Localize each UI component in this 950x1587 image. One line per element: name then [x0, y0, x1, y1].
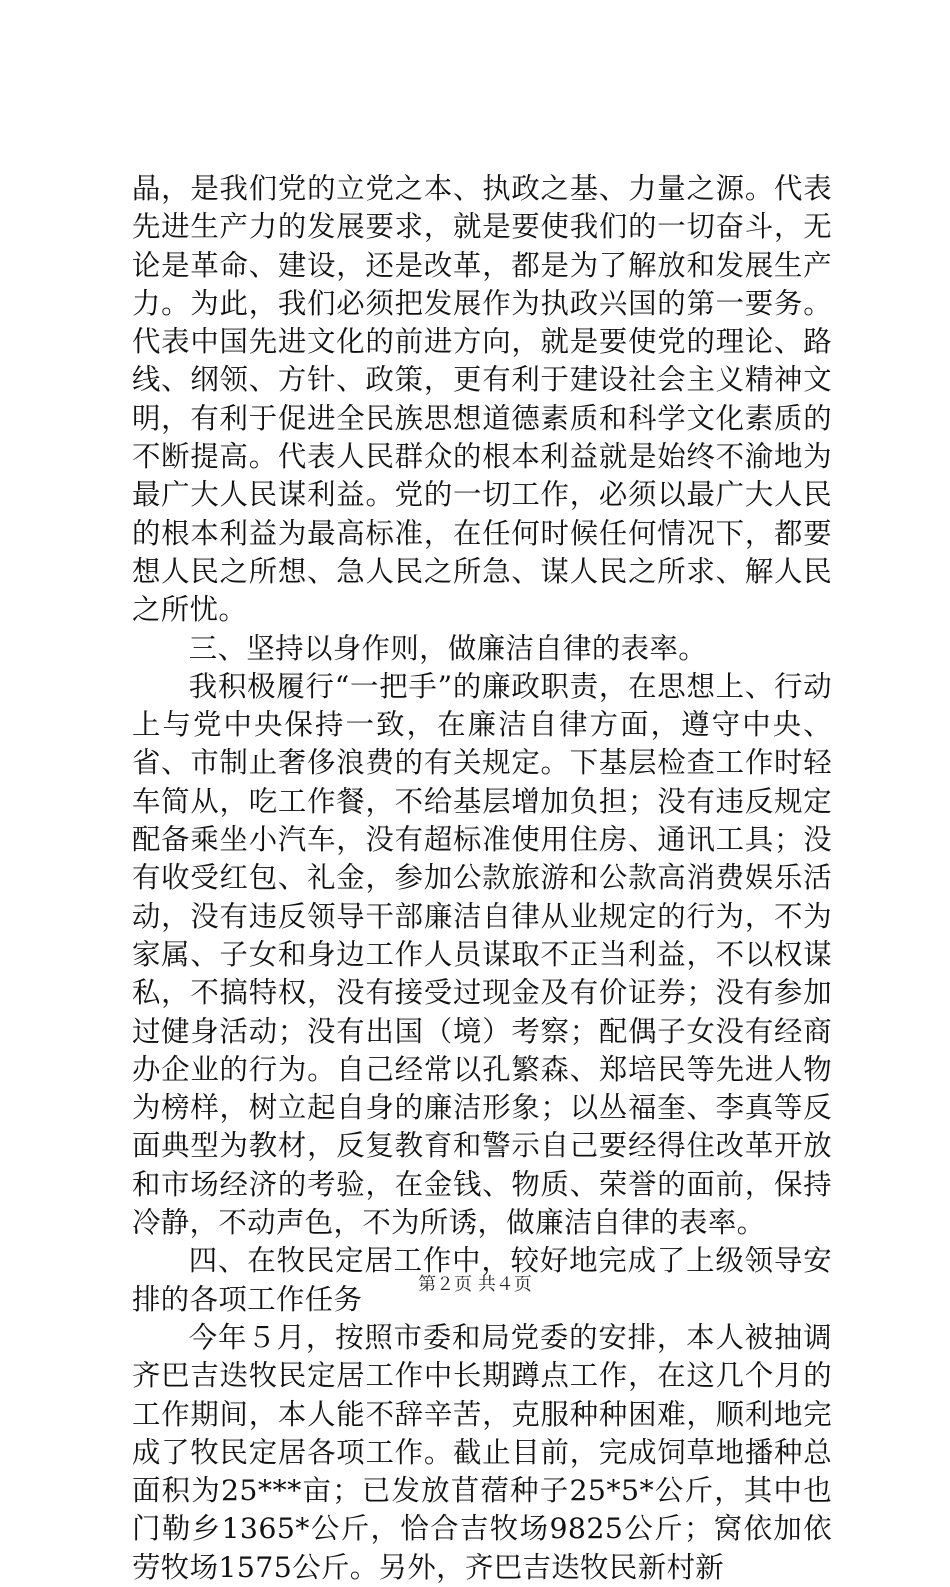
- page-footer: 第２页 共４页: [418, 1274, 532, 1295]
- section-heading-four: 四、在牧民定居工作中，较好地完成了上级领导安排的各项工作任务: [132, 1244, 832, 1316]
- section-heading-three: 三、坚持以身作则，做廉洁自律的表率。: [188, 631, 708, 665]
- paragraph-integrity: 我积极履行“一把手”的廉政职责，在思想上、行动上与党中央保持一致，在廉洁自律方面，遵守中央、省、市制止奢侈浪费的有关规定。下基层检查工作时轻车简从，吃工作餐，不给基层增加负担；没有违反规定配备乘坐小汽车，没有超标准使用住房、通讯工具；没有收受红包、礼金，参加公款旅游和公款高消费娱乐活动，没有违反领导干部廉洁自律从业规定的行为，不为家属、子女和身边工作人员谋取不正当利益，不以权谋私，不搞特权，没有接受过现金及有价证券；没有参加过健身活动；没有出国（境）考察；配偶子女没有经商办企业的行为。自己经常以孔繁森、郑培民等先进人物为榜样，树立起自身的廉洁形象；以丛福奎、李真等反面典型为教材，反复教育和警示自己要经得住改革开放和市场经济的考验，在金钱、物质、荣誉的面前，保持冷静，不动声色，不为所诱，做廉洁自律的表率。: [132, 669, 832, 1240]
- document-body: [132, 170, 832, 1587]
- paragraph-continuation: 晶，是我们党的立党之本、执政之基、力量之源。代表先进生产力的发展要求，就是要使我们的一切奋斗，无论是革命、建设，还是改革，都是为了解放和发展生产力。为此，我们必须把发展作为执政兴国的第一要务。代表中国先进文化的前进方向，就是要使党的理论、路线、纲领、方针、政策，更有利于建设社会主义精神文明，有利于促进全民族思想道德素质和科学文化素质的不断提高。代表人民群众的根本利益就是始终不渝地为最广大人民谋利益。党的一切工作，必须以最广大人民的根本利益为最高标准，在任何时候任何情况下，都要想人民之所想、急人民之所急、谋人民之所求、解人民之所忧。: [132, 172, 832, 627]
- paragraph-settlement-work: 今年５月，按照市委和局党委的安排，本人被抽调齐巴吉迭牧民定居工作中长期蹲点工作，在这几个月的工作期间，本人能不辞辛苦，克服种种困难，顺利地完成了牧民定居各项工作。截止目前，完成饲草地播种总面积为25***亩；已发放苜蓿种子25*5*公斤，其中也门勒乡1365*公斤，恰合吉牧场9825公斤；窝依加依劳牧场1575公斤。另外，齐巴吉迭牧民新村新: [132, 1320, 832, 1584]
